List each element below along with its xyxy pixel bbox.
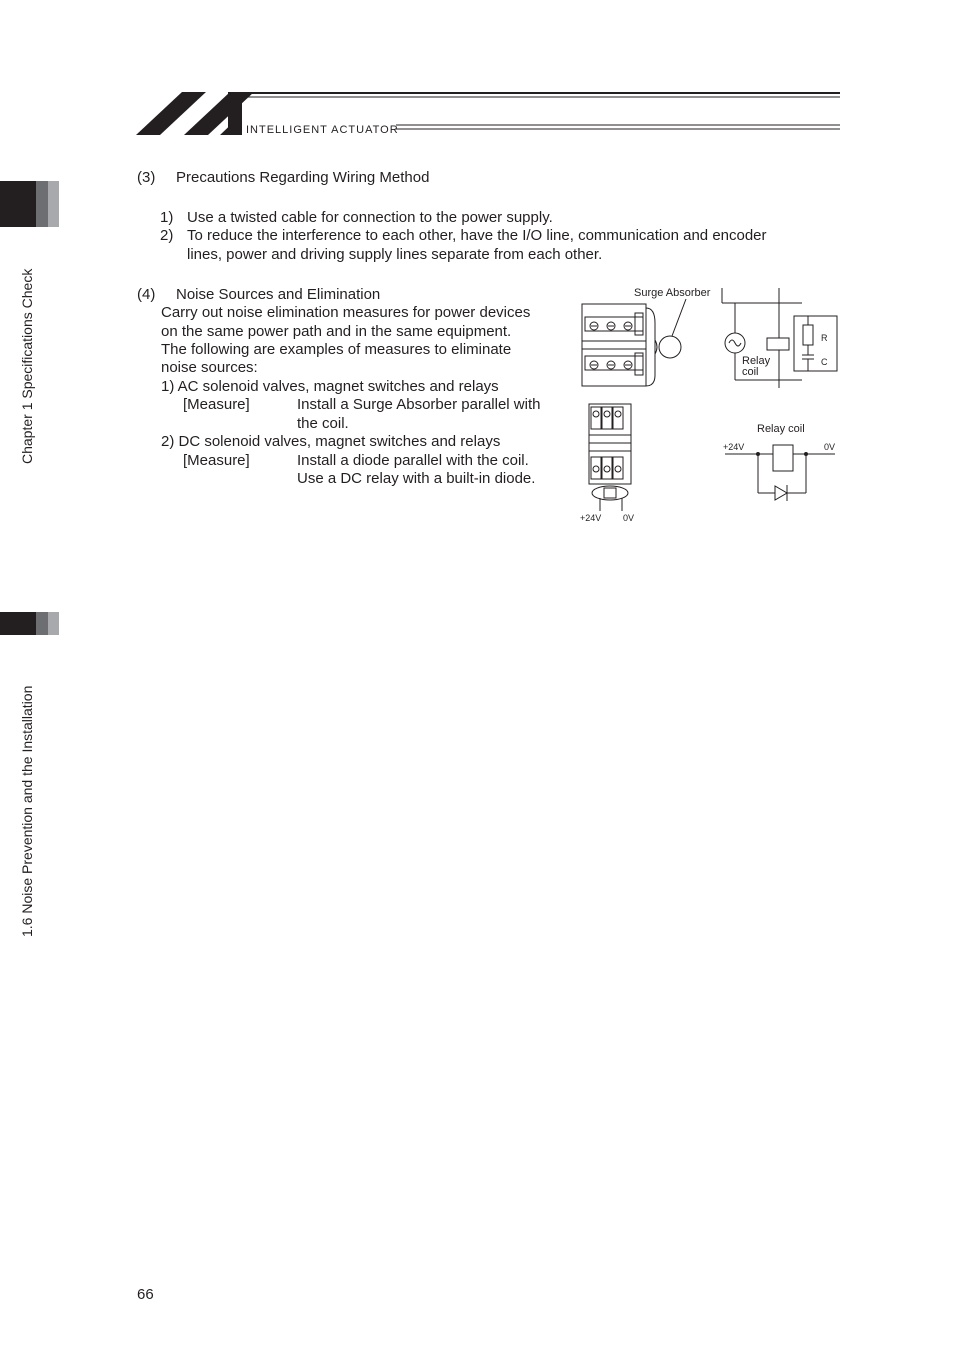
section3-item2-text-line1: To reduce the interference to each other, have the I/O line, communication and encoder (187, 227, 767, 244)
resistor-r-label: R (821, 333, 828, 343)
relay-coil-dc-label: Relay coil (757, 423, 805, 435)
section-tab-light (48, 612, 59, 635)
dc-relay-drawing (589, 404, 631, 511)
section3-item2-text-line2: lines, power and driving supply lines separate from each other. (187, 246, 603, 263)
surge-absorber-icon (659, 336, 681, 358)
capacitor-c-label: C (821, 357, 828, 367)
section4-item1-measure-line1: Install a Surge Absorber parallel with (297, 396, 541, 413)
relay-coil-ac-label-line2: coil (742, 366, 759, 378)
chapter-tab-mid (36, 181, 48, 227)
section4-item1-measure-line2: the coil. (297, 415, 349, 432)
section4-heading-num: (4) (137, 286, 156, 303)
section-tab-mid (36, 612, 48, 635)
chapter-tab-dark (0, 181, 36, 227)
page-number: 66 (137, 1286, 154, 1303)
plus24v-right-label: +24V (723, 442, 745, 452)
section4-item2-title: 2) DC solenoid valves, magnet switches and relays (161, 433, 501, 450)
relay-diagram-svg (575, 283, 845, 528)
logo-text: INTELLIGENT ACTUATOR (246, 124, 399, 136)
section3-item2-num: 2) (160, 227, 174, 244)
section4-item1-title: 1) AC solenoid valves, magnet switches and relays (161, 378, 499, 395)
section4-item2-measure-label: [Measure] (183, 452, 250, 469)
section-side-label: 1.6 Noise Prevention and the Installation (19, 685, 35, 937)
section3-heading: Precautions Regarding Wiring Method (176, 169, 430, 186)
section4-item1-measure-label: [Measure] (183, 396, 250, 413)
header-logo (136, 90, 840, 136)
section4-intro-line1: Carry out noise elimination measures for power devices (161, 304, 531, 321)
section4-intro-line2: on the same power path and in the same equipment. (161, 323, 512, 340)
chapter-tab-light (48, 181, 59, 227)
section4-intro-line3: The following are examples of measures to eliminate (161, 341, 512, 358)
section-tab-dark (0, 612, 36, 635)
section4-item2-measure-line1: Install a diode parallel with the coil. (297, 452, 529, 469)
surge-absorber-label: Surge Absorber (634, 287, 711, 299)
zero-v-left-label: 0V (623, 513, 635, 523)
noise-diagrams (575, 283, 845, 528)
dc-schematic (725, 445, 835, 501)
relay-coil-ac-label-line1: Relay (742, 355, 771, 367)
chapter-side-label: Chapter 1 Specifications Check (19, 268, 35, 464)
ac-schematic (722, 288, 837, 388)
ac-relay-drawing (582, 304, 655, 386)
zero-v-right-label: 0V (824, 442, 836, 452)
section4-item2-measure-line2: Use a DC relay with a built-in diode. (297, 470, 536, 487)
iai-logo-icon (136, 90, 840, 136)
section3-item1-num: 1) (160, 209, 174, 226)
section3-heading-num: (3) (137, 169, 156, 186)
section4-intro-line4: noise sources: (161, 359, 258, 376)
section4-heading: Noise Sources and Elimination (176, 286, 381, 303)
plus24v-left-label: +24V (580, 513, 602, 523)
section3-item1-text: Use a twisted cable for connection to the power supply. (187, 209, 553, 226)
